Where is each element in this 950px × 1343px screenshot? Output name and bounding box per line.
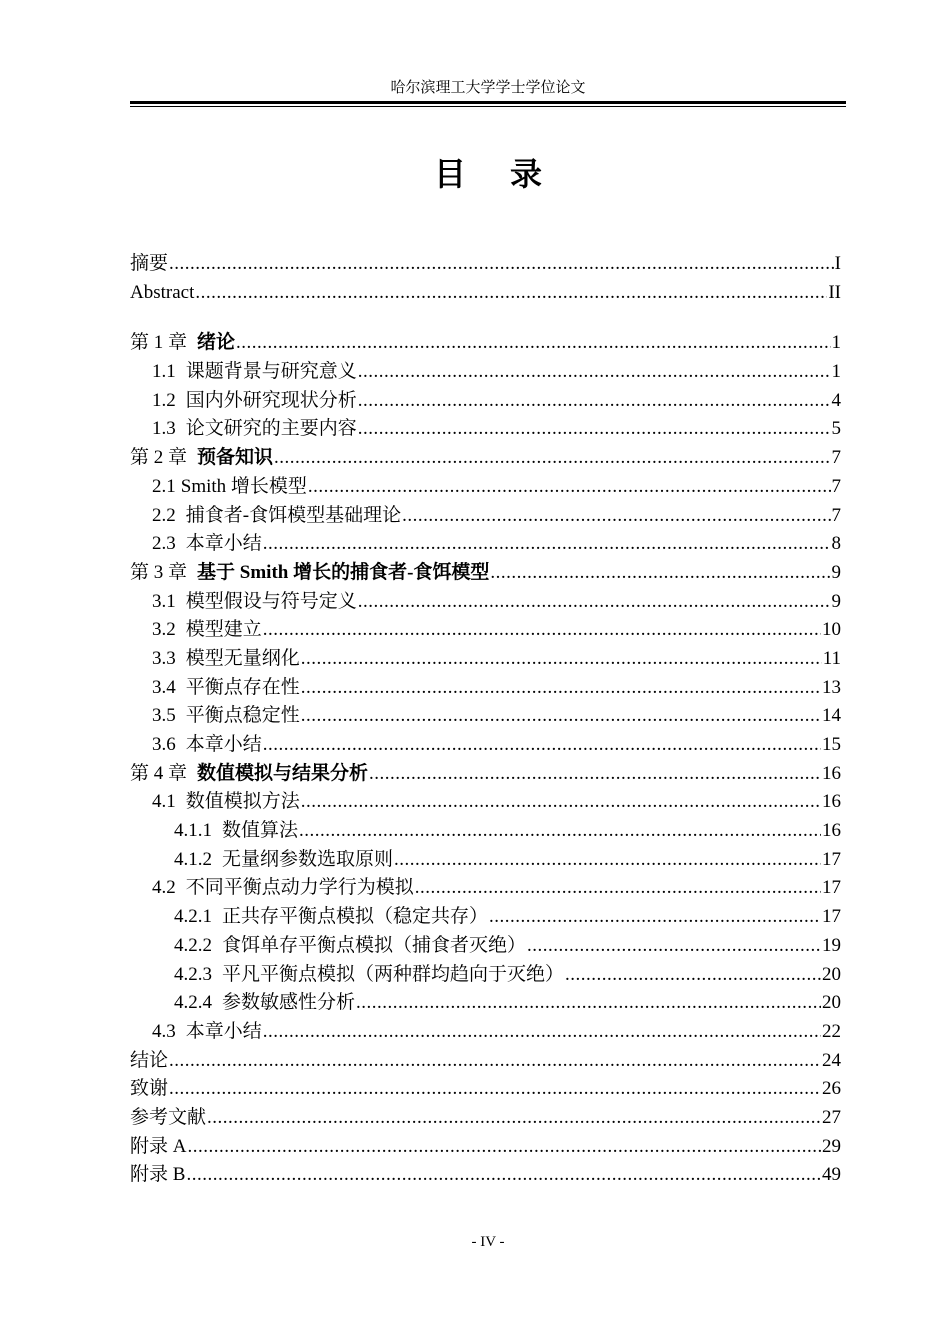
toc-entry-label: 数值算法 bbox=[222, 820, 299, 842]
dot-leader bbox=[195, 279, 827, 308]
dot-leader bbox=[358, 358, 831, 387]
dot-leader bbox=[358, 415, 831, 444]
toc-entry-label: 模型建立 bbox=[185, 619, 262, 641]
dot-leader bbox=[274, 444, 830, 473]
toc-entry-label: 平凡平衡点模拟（两种群均趋向于灭绝） bbox=[222, 963, 565, 985]
toc-entry-label: 本章小结 bbox=[185, 1020, 262, 1042]
toc-entry-page: 24 bbox=[822, 1049, 841, 1071]
dot-leader bbox=[299, 817, 821, 846]
toc-entry-4-3[interactable] bbox=[130, 1018, 841, 1047]
toc-entry-page: 16 bbox=[822, 791, 841, 813]
toc-entry-label: 附录 A bbox=[130, 1135, 187, 1157]
dot-leader bbox=[301, 788, 821, 817]
toc-entry-label: 课题背景与研究意义 bbox=[185, 361, 357, 383]
toc-entry-page: 7 bbox=[831, 475, 841, 497]
toc-entry-number: 4.2.1 bbox=[174, 906, 212, 928]
dot-leader bbox=[527, 932, 821, 961]
toc-entry-label: 论文研究的主要内容 bbox=[185, 418, 357, 440]
toc-entry-page: 5 bbox=[831, 418, 841, 440]
dot-leader bbox=[263, 530, 831, 559]
dot-leader bbox=[394, 846, 821, 875]
toc-entry-page: 13 bbox=[822, 676, 841, 698]
toc-entry-3-4[interactable] bbox=[130, 674, 841, 703]
toc-entry-label: 捕食者-食饵模型基础理论 bbox=[185, 504, 402, 526]
toc-entry-1-1[interactable] bbox=[130, 358, 841, 387]
toc-entry-page: 26 bbox=[822, 1078, 841, 1100]
toc-entry-3-3[interactable] bbox=[130, 645, 841, 674]
toc-entry-page: 9 bbox=[831, 590, 841, 612]
toc-entry-label: 数值模拟与结果分析 bbox=[197, 762, 369, 784]
toc-entry-abstract-cn[interactable] bbox=[130, 250, 841, 279]
toc-entry-number: 1.1 bbox=[152, 361, 176, 383]
toc-entry-number: 4.2.2 bbox=[174, 934, 212, 956]
toc-entry-conclusion[interactable] bbox=[130, 1047, 841, 1076]
dot-leader bbox=[187, 1133, 821, 1162]
toc-entry-label: 数值模拟方法 bbox=[185, 791, 300, 813]
toc-entry-label: 致谢 bbox=[130, 1078, 169, 1100]
toc-entry-number: 4.3 bbox=[152, 1020, 176, 1042]
dot-leader bbox=[358, 588, 831, 617]
table-of-contents bbox=[130, 250, 841, 1190]
toc-entry-label: 本章小结 bbox=[185, 734, 262, 755]
dot-leader bbox=[356, 989, 821, 1018]
toc-entry-page: 29 bbox=[822, 1135, 841, 1157]
toc-entry-page: 15 bbox=[822, 734, 841, 755]
toc-entry-4-1[interactable] bbox=[130, 788, 841, 817]
toc-entry-number: 4.2 bbox=[152, 877, 176, 899]
toc-entry-number: 3.2 bbox=[152, 619, 176, 641]
toc-entry-page: 17 bbox=[822, 906, 841, 928]
dot-leader bbox=[415, 874, 821, 903]
toc-entry-chapter-3[interactable] bbox=[130, 559, 841, 588]
toc-entry-number: 3.4 bbox=[152, 676, 176, 698]
toc-entry-1-3[interactable] bbox=[130, 415, 841, 444]
toc-entry-4-2-3[interactable] bbox=[130, 961, 841, 990]
dot-leader bbox=[169, 250, 834, 279]
toc-entry-label: 食饵单存平衡点模拟（捕食者灭绝） bbox=[222, 934, 527, 956]
toc-entry-acknowledgements[interactable] bbox=[130, 1075, 841, 1104]
toc-entry-page: 1 bbox=[831, 332, 841, 354]
toc-entry-page: 49 bbox=[822, 1164, 841, 1186]
toc-entry-number: 3.1 bbox=[152, 590, 176, 612]
dot-leader bbox=[263, 731, 821, 760]
header-rule-thin bbox=[130, 106, 846, 107]
toc-entry-1-2[interactable] bbox=[130, 387, 841, 416]
toc-entry-number: 2.3 bbox=[152, 533, 176, 555]
toc-entry-label: 正共存平衡点模拟（稳定共存） bbox=[222, 906, 489, 928]
toc-entry-number: 3.6 bbox=[152, 734, 176, 755]
toc-entry-number: 第 4 章 bbox=[130, 762, 188, 784]
toc-entry-number: 1.3 bbox=[152, 418, 176, 440]
toc-entry-page: 8 bbox=[831, 533, 841, 555]
toc-entry-page: I bbox=[834, 253, 841, 274]
toc-entry-page: 4 bbox=[831, 389, 841, 411]
toc-entry-page: 1 bbox=[831, 361, 841, 383]
toc-entry-number: 4.1.2 bbox=[174, 848, 212, 870]
toc-entry-4-2-4[interactable] bbox=[130, 989, 841, 1018]
toc-entry-page: 10 bbox=[822, 619, 841, 641]
toc-entry-label: 参考文献 bbox=[130, 1106, 207, 1128]
toc-entry-2-3[interactable] bbox=[130, 530, 841, 559]
toc-entry-number: 第 3 章 bbox=[130, 561, 188, 583]
toc-entry-label: 本章小结 bbox=[185, 533, 262, 555]
toc-entry-number: 3.3 bbox=[152, 647, 176, 669]
toc-entry-page: 7 bbox=[831, 447, 841, 469]
toc-entry-page: II bbox=[828, 281, 841, 303]
toc-entry-references[interactable] bbox=[130, 1104, 841, 1133]
toc-entry-3-6[interactable] bbox=[130, 731, 841, 760]
toc-entry-label: 平衡点存在性 bbox=[185, 676, 300, 698]
dot-leader bbox=[301, 674, 821, 703]
toc-entry-number: 4.2.3 bbox=[174, 963, 212, 985]
toc-entry-4-1-1[interactable] bbox=[130, 817, 841, 846]
toc-entry-4-2[interactable] bbox=[130, 874, 841, 903]
dot-leader bbox=[308, 473, 831, 502]
toc-entry-label: 参数敏感性分析 bbox=[222, 992, 356, 1014]
toc-entry-label: 国内外研究现状分析 bbox=[185, 389, 357, 411]
toc-entry-chapter-1[interactable] bbox=[130, 329, 841, 358]
toc-entry-number: 4.2.4 bbox=[174, 992, 212, 1014]
dot-leader bbox=[369, 760, 821, 789]
toc-entry-label: 模型假设与符号定义 bbox=[185, 590, 357, 612]
dot-leader bbox=[301, 702, 821, 731]
header-rule-thick bbox=[130, 101, 846, 104]
dot-leader bbox=[186, 1161, 821, 1190]
dot-leader bbox=[565, 961, 821, 990]
dot-leader bbox=[263, 1018, 821, 1047]
toc-entry-number: 1.2 bbox=[152, 389, 176, 411]
toc-entry-page: 7 bbox=[831, 504, 841, 526]
toc-entry-page: 20 bbox=[822, 963, 841, 985]
dot-leader bbox=[490, 559, 830, 588]
toc-entry-page: 16 bbox=[822, 820, 841, 842]
toc-title bbox=[130, 152, 846, 196]
toc-entry-number: 3.5 bbox=[152, 705, 176, 727]
toc-title-char-2: 录 bbox=[510, 156, 543, 192]
running-header: 哈尔滨理工大学学士学位论文 bbox=[390, 80, 586, 96]
toc-entry-number: 2.1 bbox=[152, 475, 176, 497]
toc-entry-label: 结论 bbox=[130, 1049, 169, 1071]
toc-entry-chapter-2[interactable] bbox=[130, 444, 841, 473]
toc-entry-label: Abstract bbox=[130, 281, 195, 303]
toc-entry-label: 附录 B bbox=[130, 1164, 186, 1186]
dot-leader bbox=[169, 1075, 821, 1104]
toc-entry-page: 17 bbox=[822, 877, 841, 899]
toc-entry-label: 基于 Smith 增长的捕食者-食饵模型 bbox=[197, 561, 490, 583]
toc-entry-label: 无量纲参数选取原则 bbox=[222, 848, 394, 870]
dot-leader bbox=[207, 1104, 821, 1133]
toc-entry-number: 4.1.1 bbox=[174, 820, 212, 842]
toc-entry-4-2-2[interactable] bbox=[130, 932, 841, 961]
dot-leader bbox=[358, 387, 831, 416]
toc-entry-page: 14 bbox=[822, 705, 841, 727]
dot-leader bbox=[301, 645, 822, 674]
toc-entry-abstract-en[interactable] bbox=[130, 279, 841, 308]
toc-entry-number: 第 2 章 bbox=[130, 447, 188, 469]
toc-entry-label: 预备知识 bbox=[197, 447, 274, 469]
toc-entry-label: 平衡点稳定性 bbox=[185, 705, 300, 727]
toc-entry-2-1[interactable] bbox=[130, 473, 841, 502]
toc-entry-label: 绪论 bbox=[197, 332, 236, 354]
toc-entry-number: 第 1 章 bbox=[130, 332, 188, 354]
toc-entry-3-2[interactable] bbox=[130, 616, 841, 645]
dot-leader bbox=[169, 1047, 821, 1076]
toc-entry-4-2-1[interactable] bbox=[130, 903, 841, 932]
toc-entry-page: 17 bbox=[822, 848, 841, 870]
toc-entry-label: 不同平衡点动力学行为模拟 bbox=[185, 877, 414, 899]
dot-leader bbox=[236, 329, 830, 358]
toc-entry-page: 11 bbox=[822, 647, 841, 669]
toc-entry-number: 2.2 bbox=[152, 504, 176, 526]
toc-entry-2-2[interactable] bbox=[130, 502, 841, 531]
toc-entry-label: Smith 增长模型 bbox=[180, 475, 307, 497]
toc-entry-3-1[interactable] bbox=[130, 588, 841, 617]
toc-title-char-1: 目 bbox=[433, 156, 466, 192]
dot-leader bbox=[263, 616, 821, 645]
dot-leader bbox=[402, 502, 830, 531]
toc-entry-appendix-a[interactable] bbox=[130, 1133, 841, 1162]
page-number: - IV - bbox=[471, 1234, 505, 1250]
toc-entry-appendix-b[interactable] bbox=[130, 1161, 841, 1190]
toc-entry-4-1-2[interactable] bbox=[130, 846, 841, 875]
toc-entry-3-5[interactable] bbox=[130, 702, 841, 731]
toc-entry-page: 20 bbox=[822, 992, 841, 1014]
toc-entry-page: 22 bbox=[822, 1020, 841, 1042]
toc-entry-page: 19 bbox=[822, 934, 841, 956]
toc-entry-label: 摘要 bbox=[130, 253, 169, 274]
toc-entry-page: 16 bbox=[822, 762, 841, 784]
toc-entry-label: 模型无量纲化 bbox=[185, 647, 300, 669]
toc-entry-number: 4.1 bbox=[152, 791, 176, 813]
toc-entry-page: 27 bbox=[822, 1106, 841, 1128]
dot-leader bbox=[489, 903, 821, 932]
toc-entry-page: 9 bbox=[831, 561, 841, 583]
toc-entry-chapter-4[interactable] bbox=[130, 760, 841, 789]
